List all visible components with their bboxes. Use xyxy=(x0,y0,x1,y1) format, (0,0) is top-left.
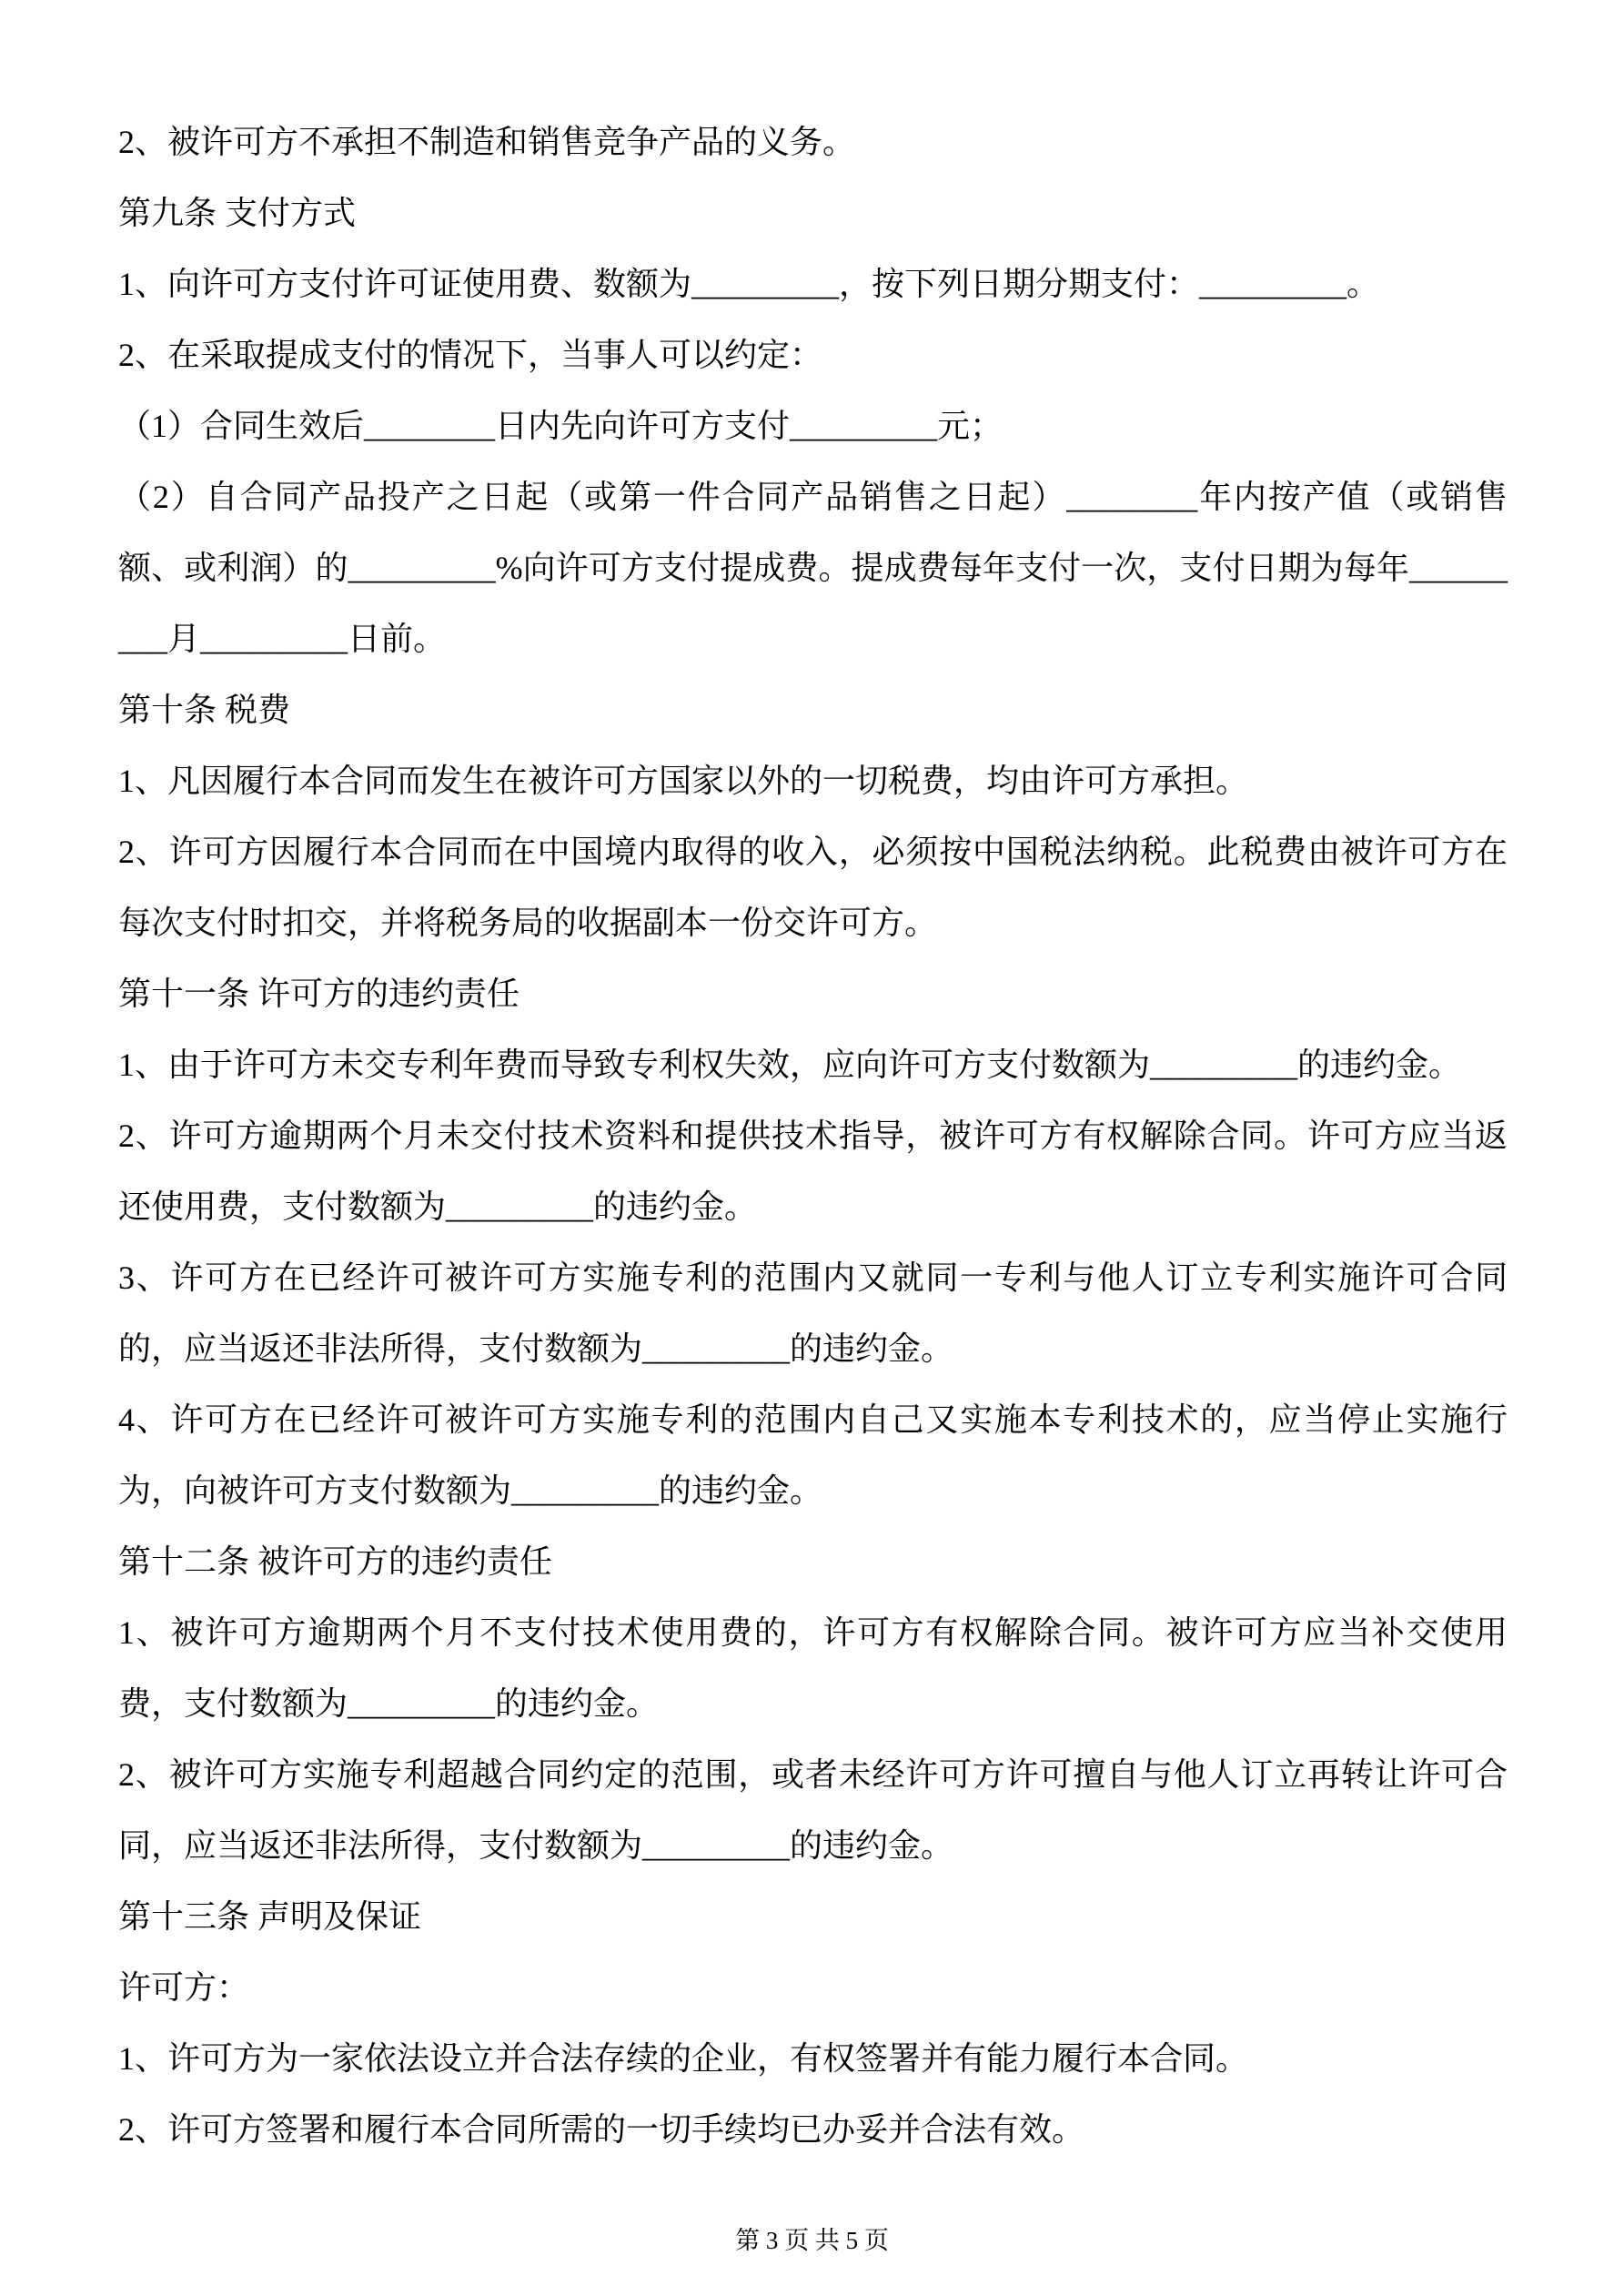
body-paragraph: 1、许可方为一家依法设立并合法存续的企业，有权签署并有能力履行本合同。 xyxy=(118,2040,1249,2077)
page-number-footer: 第 3 页 共 5 页 xyxy=(735,2227,889,2254)
body-paragraph: （2）自合同产品投产之日起（或第一件合同产品销售之日起）________年内按产值（或销售额、或利润）的_________%向许可方支付提成费。提成费每年支付一次，支付日期为每年_________月_________日前。 xyxy=(118,479,1508,657)
section-heading: 第十条 税费 xyxy=(118,692,291,728)
contract-text xyxy=(118,106,1508,2165)
body-paragraph: 2、在采取提成支付的情况下，当事人可以约定： xyxy=(118,337,823,373)
body-paragraph: 许可方： xyxy=(118,1969,250,2006)
body-paragraph: 2、许可方因履行本合同而在中国境内取得的收入，必须按中国税法纳税。此税费由被许可方在每次支付时扣交，并将税务局的收据副本一份交许可方。 xyxy=(118,834,1508,941)
body-paragraph: 2、被许可方实施专利超越合同约定的范围，或者未经许可方许可擅自与他人订立再转让许可合同，应当返还非法所得，支付数额为_________的违约金。 xyxy=(118,1756,1508,1864)
body-paragraph: （1）合同生效后________日内先向许可方支付_________元； xyxy=(118,408,1004,444)
section-heading: 第九条 支付方式 xyxy=(118,195,357,231)
section-heading: 第十一条 许可方的违约责任 xyxy=(118,976,520,1012)
body-paragraph: 1、向许可方支付许可证使用费、数额为_________，按下列日期分期支付：_________。 xyxy=(118,266,1380,302)
body-paragraph: 1、被许可方逾期两个月不支付技术使用费的，许可方有权解除合同。被许可方应当补交使用费，支付数额为_________的违约金。 xyxy=(118,1614,1508,1722)
body-paragraph: 2、许可方逾期两个月未交付技术资料和提供技术指导，被许可方有权解除合同。许可方应当返还使用费，支付数额为_________的违约金。 xyxy=(118,1118,1508,1225)
body-paragraph: 4、许可方在已经许可被许可方实施专利的范围内自己又实施本专利技术的，应当停止实施行为，向被许可方支付数额为_________的违约金。 xyxy=(118,1401,1508,1509)
body-paragraph: 1、由于许可方未交专利年费而导致专利权失效，应向许可方支付数额为_________的违约金。 xyxy=(118,1047,1462,1083)
body-paragraph: 2、被许可方不承担不制造和销售竞争产品的义务。 xyxy=(118,124,856,160)
body-paragraph: 3、许可方在已经许可被许可方实施专利的范围内又就同一专利与他人订立专利实施许可合同的，应当返还非法所得，支付数额为_________的违约金。 xyxy=(118,1259,1508,1367)
section-heading: 第十三条 声明及保证 xyxy=(118,1898,422,1935)
section-heading: 第十二条 被许可方的违约责任 xyxy=(118,1543,553,1580)
body-paragraph: 1、凡因履行本合同而发生在被许可方国家以外的一切税费，均由许可方承担。 xyxy=(118,763,1249,799)
body-paragraph: 2、许可方签署和履行本合同所需的一切手续均已办妥并合法有效。 xyxy=(118,2111,1085,2148)
